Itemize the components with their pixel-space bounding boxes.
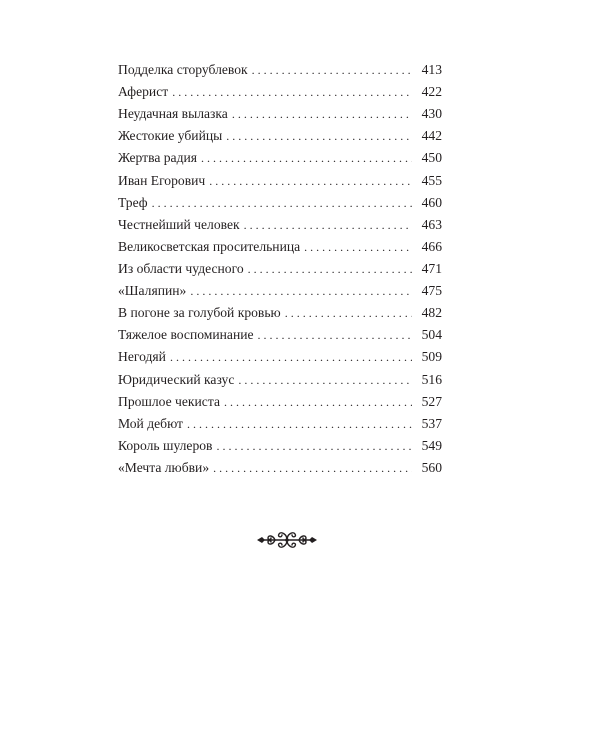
toc-entry-page: 450 <box>421 150 442 166</box>
toc-entry-page: 430 <box>421 106 442 122</box>
toc-entry <box>118 81 442 103</box>
toc-entry <box>118 435 442 457</box>
toc-entry-title: Подделка сторублевок <box>118 62 248 77</box>
dot-leader <box>224 391 412 413</box>
dot-leader <box>304 236 412 258</box>
toc-entry <box>118 302 442 324</box>
toc-entry <box>118 103 442 125</box>
dot-leader <box>244 214 412 236</box>
toc-entry-title: Прошлое чекиста <box>118 393 220 409</box>
toc-entry-page: 466 <box>421 238 442 254</box>
toc-entry <box>118 324 442 346</box>
toc-entry <box>118 147 442 169</box>
toc-entry-page: 509 <box>421 349 442 365</box>
toc-entry-title: Король шулеров <box>118 437 213 453</box>
toc-entry-title: Мой дебют <box>118 415 184 431</box>
toc-entry <box>118 280 442 302</box>
toc-entry-page: 504 <box>421 327 442 343</box>
dot-leader <box>172 81 412 103</box>
toc-entry <box>118 346 442 368</box>
dot-leader <box>248 258 412 280</box>
dot-leader <box>152 192 412 214</box>
toc-entry-title: Жертва радия <box>118 150 198 166</box>
toc-entry-page: 460 <box>421 194 442 210</box>
dot-leader <box>258 324 412 346</box>
toc-entry <box>118 258 442 280</box>
dot-leader <box>226 125 412 147</box>
dot-leader <box>216 435 412 457</box>
toc-entry-page: 475 <box>421 283 442 299</box>
toc-entry-page: 482 <box>421 305 442 321</box>
dot-leader <box>252 59 412 81</box>
toc-entry-page: 413 <box>421 62 442 77</box>
toc-entry-page: 455 <box>421 172 442 188</box>
toc-entry <box>118 457 442 479</box>
dot-leader <box>232 103 412 125</box>
toc-entry-title: Иван Егорович <box>118 172 206 188</box>
scroll-flourish-icon <box>255 527 319 553</box>
dot-leader <box>209 170 412 192</box>
toc-entry-page: 527 <box>421 393 442 409</box>
toc-entry <box>118 236 442 258</box>
toc-entry-title: Неудачная вылазка <box>118 106 228 122</box>
toc-entry-title: Юридический казус <box>118 371 235 387</box>
toc-entry-title: Честнейший человек <box>118 216 240 232</box>
dot-leader <box>170 346 412 368</box>
toc-entry-title: Треф <box>118 194 148 210</box>
toc-entry-page: 422 <box>421 84 442 100</box>
toc-entry-title: Негодяй <box>118 349 166 365</box>
toc-entry <box>118 214 442 236</box>
toc-entry <box>118 170 442 192</box>
dot-leader <box>190 280 412 302</box>
dot-leader <box>285 302 412 324</box>
toc-entry-title: «Мечта любви» <box>118 459 210 475</box>
table-of-contents <box>118 59 442 479</box>
dot-leader <box>187 413 412 435</box>
dot-leader <box>238 369 412 391</box>
toc-entry <box>118 59 442 81</box>
toc-entry <box>118 192 442 214</box>
toc-entry-title: Великосветская просительница <box>118 238 301 254</box>
toc-entry-title: Жестокие убийцы <box>118 128 223 144</box>
toc-entry-page: 442 <box>421 128 442 144</box>
toc-entry <box>118 413 442 435</box>
toc-entry <box>118 369 442 391</box>
toc-entry-page: 471 <box>421 260 442 276</box>
toc-entry-title: Аферист <box>118 84 169 100</box>
toc-entry <box>118 125 442 147</box>
toc-entry-title: «Шаляпин» <box>118 283 187 299</box>
toc-entry-title: Тяжелое воспоминание <box>118 327 254 343</box>
toc-entry-page: 537 <box>421 415 442 431</box>
dot-leader <box>201 147 412 169</box>
toc-entry-page: 463 <box>421 216 442 232</box>
toc-entry-page: 549 <box>421 437 442 453</box>
toc-entry-page: 516 <box>421 371 442 387</box>
toc-entry-page: 560 <box>421 459 442 475</box>
toc-entry-title: Из области чудесного <box>118 260 244 276</box>
toc-entry <box>118 391 442 413</box>
toc-entry-title: В погоне за голубой кровью <box>118 305 281 321</box>
dot-leader <box>213 457 412 479</box>
